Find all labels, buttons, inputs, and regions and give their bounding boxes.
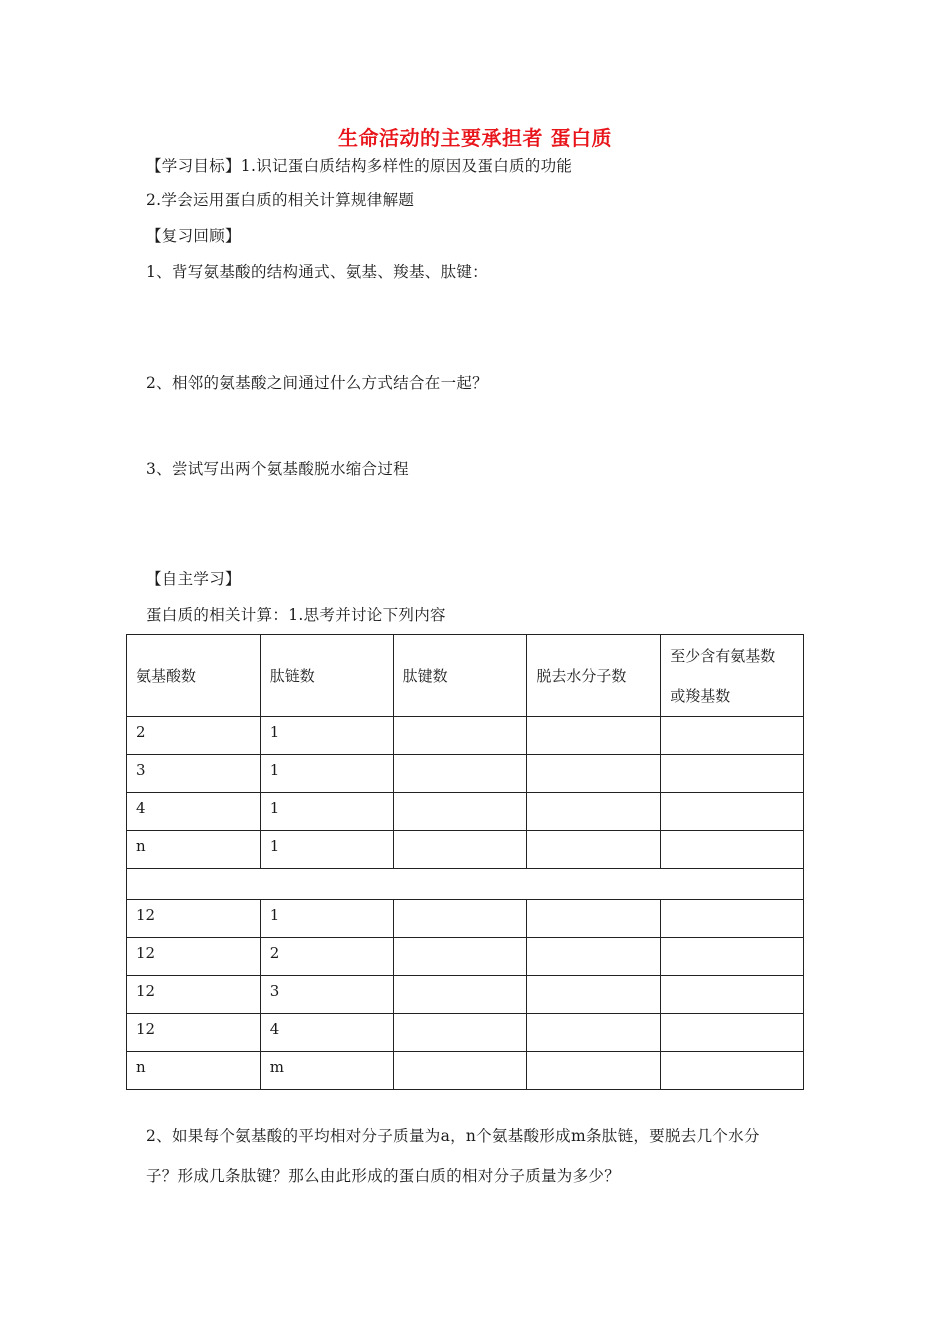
calculation-table [126, 634, 804, 1090]
question-2-line2: 子？形成几条肽键？那么由此形成的蛋白质的相对分子质量为多少？ [146, 1167, 621, 1185]
header-min-amino-label: 至少含有氨基数 [670, 646, 776, 665]
header-amino-acid-count: 氨基酸数 [127, 635, 261, 717]
table-cell: 2 [127, 717, 261, 755]
table-cell [661, 900, 804, 938]
table-cell: 1 [260, 900, 393, 938]
question-2-paragraph [146, 1116, 806, 1196]
page-title: 生命活动的主要承担者 蛋白质 [338, 126, 612, 150]
table-cell [393, 793, 527, 831]
table-cell [527, 793, 661, 831]
table-cell [393, 717, 527, 755]
table-row [127, 976, 804, 1014]
table-cell: 12 [127, 938, 261, 976]
table-cell: 1 [260, 793, 393, 831]
header-chain-count: 肽链数 [260, 635, 393, 717]
review-question-2: 2、相邻的氨基酸之间通过什么方式结合在一起？ [146, 374, 488, 392]
table-cell: 12 [127, 1014, 261, 1052]
review-question-1: 1、背写氨基酸的结构通式、氨基、羧基、肽键： [146, 263, 488, 281]
table-cell [393, 1052, 527, 1090]
table-cell [527, 1052, 661, 1090]
table-cell [661, 938, 804, 976]
table-cell [661, 976, 804, 1014]
table-cell [661, 1014, 804, 1052]
table-row [127, 938, 804, 976]
learning-objectives-line1: 【学习目标】1.识记蛋白质结构多样性的原因及蛋白质的功能 [146, 157, 573, 175]
table-cell: 1 [260, 831, 393, 869]
table-cell [527, 900, 661, 938]
table-separator-row [127, 869, 804, 900]
table-cell: 1 [260, 755, 393, 793]
table-cell [661, 831, 804, 869]
table-cell [527, 938, 661, 976]
table-cell: 4 [127, 793, 261, 831]
self-study-heading: 【自主学习】 [146, 570, 241, 588]
table-row [127, 1014, 804, 1052]
table-cell [661, 717, 804, 755]
table-cell: 3 [260, 976, 393, 1014]
self-study-intro: 蛋白质的相关计算：1.思考并讨论下列内容 [146, 606, 446, 624]
table-cell: n [127, 1052, 261, 1090]
table-row [127, 831, 804, 869]
table-cell: 12 [127, 976, 261, 1014]
table-row [127, 717, 804, 755]
header-water-removed: 脱去水分子数 [527, 635, 661, 717]
table-cell: m [260, 1052, 393, 1090]
table-cell: 1 [260, 717, 393, 755]
table-row [127, 1052, 804, 1090]
header-min-amino-carboxyl [661, 635, 804, 717]
table-cell [527, 976, 661, 1014]
review-question-3: 3、尝试写出两个氨基酸脱水缩合过程 [146, 460, 409, 478]
table-cell [527, 831, 661, 869]
table-cell [661, 793, 804, 831]
header-peptide-bond-count: 肽键数 [393, 635, 527, 717]
table-row [127, 755, 804, 793]
table-cell [393, 900, 527, 938]
table-cell [393, 1014, 527, 1052]
table-cell: 4 [260, 1014, 393, 1052]
header-carboxyl-label: 或羧基数 [670, 686, 731, 705]
table-cell: n [127, 831, 261, 869]
table-cell [527, 717, 661, 755]
table-cell [527, 1014, 661, 1052]
table-cell [661, 755, 804, 793]
table-cell [527, 755, 661, 793]
table-cell [393, 755, 527, 793]
table-cell [393, 938, 527, 976]
table-cell: 12 [127, 900, 261, 938]
table-cell: 3 [127, 755, 261, 793]
table-header-row [127, 635, 804, 717]
table-cell [661, 1052, 804, 1090]
table-cell [393, 831, 527, 869]
table-row [127, 900, 804, 938]
review-heading: 【复习回顾】 [146, 227, 241, 245]
table-cell: 2 [260, 938, 393, 976]
table-cell [393, 976, 527, 1014]
table-separator-cell [127, 869, 804, 900]
learning-objectives-line2: 2.学会运用蛋白质的相关计算规律解题 [146, 191, 415, 209]
table-row [127, 793, 804, 831]
question-2-line1: 2、如果每个氨基酸的平均相对分子质量为a，n个氨基酸形成m条肽链，要脱去几个水分 [146, 1127, 760, 1145]
